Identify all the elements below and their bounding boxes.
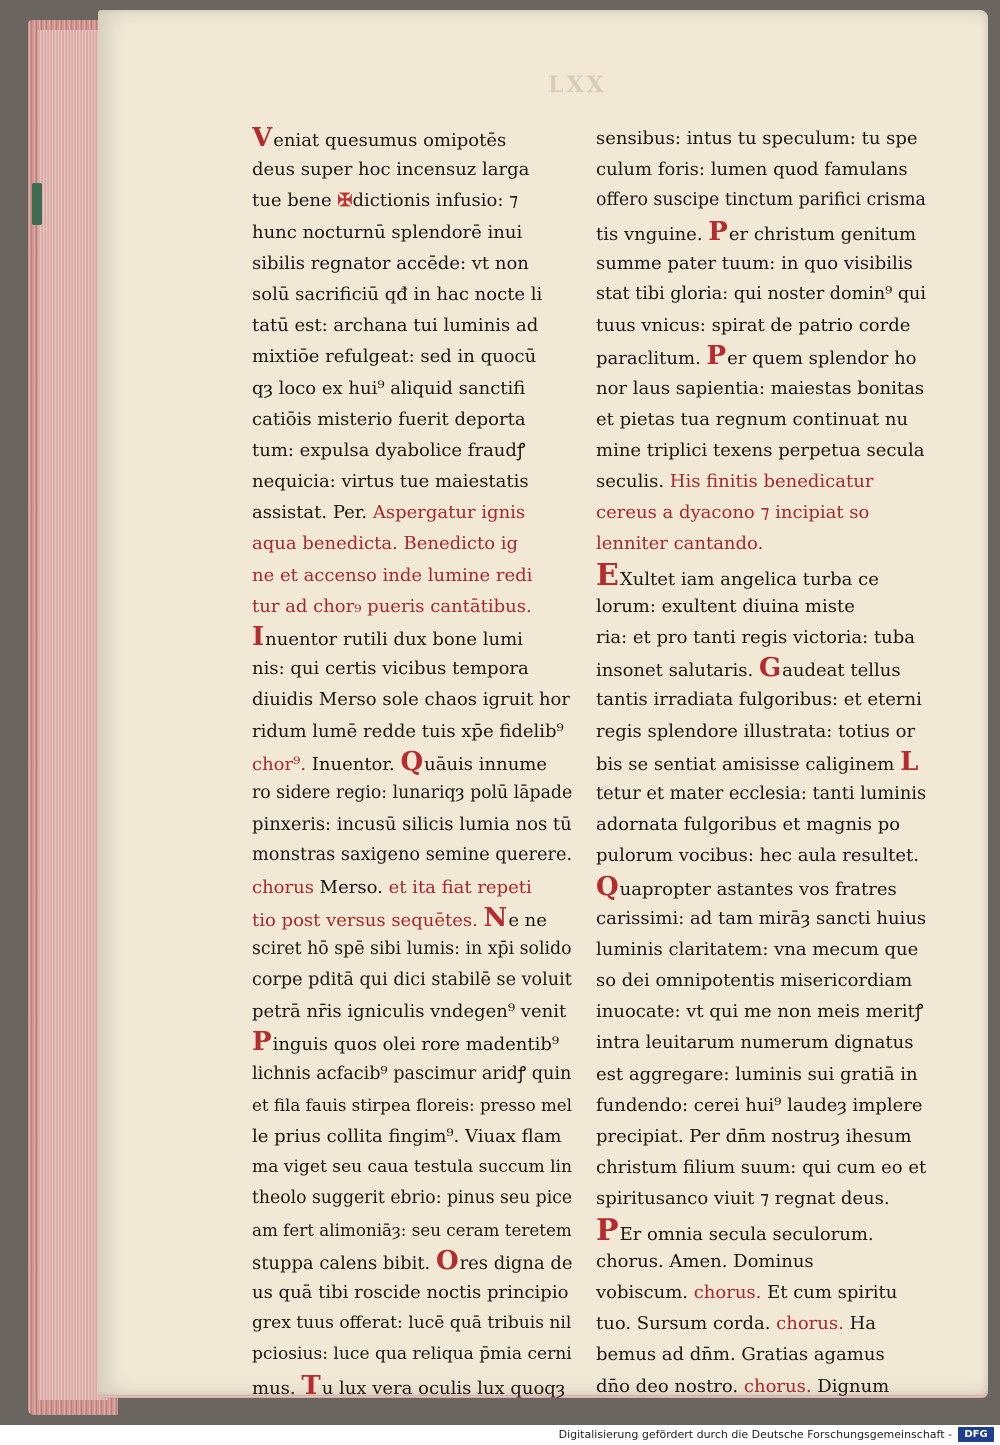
text-line xyxy=(252,248,572,279)
text-line xyxy=(596,1308,926,1339)
text-line xyxy=(252,217,572,248)
initial-capital: V xyxy=(252,123,273,153)
text-segment: nequicia: virtus tue maiestatis xyxy=(252,471,529,493)
text-line xyxy=(252,840,572,871)
footer-credit: Digitalisierung gefördert durch die Deutsche Forschungsgemeinschaft - xyxy=(558,1428,952,1441)
text-line xyxy=(596,996,926,1027)
rubric-text: chorus xyxy=(252,876,314,898)
text-line xyxy=(252,1027,572,1058)
text-line xyxy=(596,185,926,216)
text-line xyxy=(252,1121,572,1152)
text-line xyxy=(596,778,926,809)
text-line xyxy=(596,1339,926,1370)
text-line xyxy=(596,435,926,466)
large-initial-capital: E xyxy=(596,559,619,591)
text-line xyxy=(596,591,926,622)
text-line xyxy=(252,653,572,684)
text-line xyxy=(596,248,926,279)
text-line xyxy=(596,123,926,154)
text-segment: vobiscum. xyxy=(596,1281,694,1303)
rubric-text: chor⁹. xyxy=(252,753,307,775)
text-segment: grex tuus offerat: lucē quā tribuis nil xyxy=(252,1313,572,1334)
text-segment: qȝ loco ex hui⁹ aliquid sanctifi xyxy=(252,377,526,399)
rubric-text: aqua benedicta. Benedicto ig xyxy=(252,533,519,555)
text-segment: nor laus sapientia: maiestas bonitas xyxy=(596,377,925,399)
initial-capital: Q xyxy=(596,871,619,902)
text-line xyxy=(596,341,926,372)
text-line xyxy=(252,185,572,216)
text-segment: dictionis infusio: ⁊ xyxy=(352,190,519,212)
text-segment: mus. xyxy=(252,1377,302,1399)
text-segment: regis splendore illustrata: totius or xyxy=(596,720,916,742)
text-line xyxy=(252,528,572,559)
text-segment: corpe pditā qui dici stabilē se voluit xyxy=(252,970,572,991)
text-segment: sensibus: intus tu speculum: tu spe xyxy=(596,128,918,149)
text-segment: et fila fauis stirpea floreis: presso mel xyxy=(252,1095,572,1115)
text-line xyxy=(252,903,572,934)
text-segment: pciosius: luce qua reliqua p̄mia cerni xyxy=(252,1344,572,1365)
text-line xyxy=(596,965,926,996)
initial-capital: L xyxy=(900,746,919,777)
text-column-right xyxy=(596,123,926,1402)
text-segment: precipiat. Per dn̄m nostruȝ ihesum xyxy=(596,1126,912,1147)
rubric-text: Aspergatur ignis xyxy=(372,502,526,524)
text-column-left xyxy=(252,123,572,1402)
text-line xyxy=(252,1277,572,1308)
text-line xyxy=(596,684,926,715)
text-segment: carissimi: ad tam mirāȝ sancti huius xyxy=(596,907,926,929)
text-line xyxy=(252,1246,572,1277)
text-line xyxy=(596,1027,926,1058)
text-line xyxy=(252,684,572,715)
text-line xyxy=(596,497,926,528)
text-line xyxy=(252,466,572,497)
text-line xyxy=(252,747,572,778)
text-line xyxy=(252,872,572,903)
text-segment: am fert alimoniāȝ: seu ceram teretem xyxy=(252,1219,572,1240)
text-line xyxy=(252,965,572,996)
text-line xyxy=(596,1246,926,1277)
text-line xyxy=(596,903,926,934)
initial-capital: P xyxy=(706,341,727,372)
text-segment: seculis. xyxy=(596,471,670,493)
text-line xyxy=(596,154,926,185)
rubric-text: chorus. xyxy=(776,1313,844,1335)
text-segment: tue bene xyxy=(252,190,338,212)
text-segment: Inuentor. xyxy=(306,753,401,775)
text-line xyxy=(596,1277,926,1308)
text-segment: fundendo: cerei hui⁹ laudeȝ implere xyxy=(596,1094,923,1116)
initial-capital: O xyxy=(435,1245,459,1276)
text-line xyxy=(252,435,572,466)
text-line xyxy=(252,341,572,372)
text-segment: so dei omnipotentis misericordiam xyxy=(596,970,913,992)
text-segment: lichnis acfacib⁹ pascimur aridꝭ quin xyxy=(252,1063,572,1084)
text-segment: theolo suggerit ebrio: pinus seu pice xyxy=(252,1188,572,1209)
text-line xyxy=(252,1215,572,1246)
text-segment: sciret hō spē sibi lumis: in xp̄i solido xyxy=(252,938,572,959)
bookmark-tab xyxy=(32,183,42,225)
text-segment: er christum genitum xyxy=(728,223,917,245)
text-segment: diuidis Merso sole chaos igruit hor xyxy=(252,689,570,711)
text-line xyxy=(596,872,926,903)
text-segment: ria: et pro tanti regis victoria: tuba xyxy=(596,627,915,648)
text-line xyxy=(252,622,572,653)
rubric-text: tur ad chor₉ pueris cantātibus. xyxy=(252,595,532,617)
text-line xyxy=(596,466,926,497)
text-segment: tetur et mater ecclesia: tanti luminis xyxy=(596,782,926,804)
text-segment: ro sidere regio: lunariqȝ polū lāpade xyxy=(252,782,572,803)
text-line xyxy=(252,310,572,341)
large-initial-capital: P xyxy=(596,1214,619,1246)
text-segment: adornata fulgoribus et magnis po xyxy=(596,814,901,836)
text-segment: hunc nocturnū splendorē inui xyxy=(252,221,523,243)
rubric-text: His finitis benedicatur xyxy=(669,471,874,493)
text-line xyxy=(596,840,926,871)
text-line xyxy=(252,1152,572,1183)
text-line xyxy=(252,591,572,622)
text-line xyxy=(596,716,926,747)
text-segment: ridum lumē redde tuis xp̄e fidelib⁹ xyxy=(252,720,564,742)
text-segment: catiōis misterio fuerit deporta xyxy=(252,408,526,430)
text-line xyxy=(252,1308,572,1339)
text-line xyxy=(252,996,572,1027)
text-segment: ma viget seu caua testula succum lin xyxy=(252,1157,572,1178)
dfg-logo[interactable]: DFG xyxy=(958,1427,994,1442)
text-line xyxy=(596,1183,926,1214)
text-line xyxy=(252,809,572,840)
text-segment: inuocate: vt qui me non meis meritꝭ xyxy=(596,1001,924,1023)
text-line xyxy=(252,560,572,591)
text-line xyxy=(596,1371,926,1402)
text-segment: paraclitum. xyxy=(596,348,707,370)
text-segment: christum filium suum: qui cum eo et xyxy=(596,1157,926,1179)
text-segment: inguis quos olei rore madentib⁹ xyxy=(272,1034,560,1056)
initial-capital: P xyxy=(252,1027,272,1058)
text-segment: tuus vnicus: spirat de patrio corde xyxy=(596,315,911,337)
text-line xyxy=(596,1121,926,1152)
footer-bar xyxy=(0,1425,1000,1445)
text-line xyxy=(252,778,572,809)
text-segment: tum: expulsa dyabolice fraudꝭ xyxy=(252,439,526,461)
text-segment: assistat. Per. xyxy=(252,502,373,524)
text-segment: uāuis innume xyxy=(424,753,548,775)
text-segment: sibilis regnator accēde: vt non xyxy=(252,252,529,274)
text-segment: e ne xyxy=(508,909,547,931)
text-segment: Et cum spiritu xyxy=(761,1281,898,1303)
text-line xyxy=(252,279,572,310)
rubric-text: chorus. xyxy=(743,1375,812,1397)
text-line xyxy=(252,1059,572,1090)
text-segment: er quem splendor ho xyxy=(727,348,917,370)
text-segment: nuentor rutili dux bone lumi xyxy=(265,629,523,650)
text-line xyxy=(596,528,926,559)
text-segment: petrā nr̄is igniculis vndegen⁹ venit xyxy=(252,1001,567,1023)
text-segment: mixtiōe refulgeat: sed in quocū xyxy=(252,346,537,368)
text-segment: Ha xyxy=(843,1313,876,1335)
text-line xyxy=(252,404,572,435)
text-segment: nis: qui certis vicibus tempora xyxy=(252,658,529,680)
initial-capital: G xyxy=(758,653,782,684)
initial-capital: P xyxy=(708,216,728,247)
rubric-text: ne et accenso inde lumine redi xyxy=(252,564,533,586)
text-segment: Dignum xyxy=(811,1375,890,1397)
text-segment: summe pater tuum: in quo visibilis xyxy=(596,252,913,274)
rubric-text: chorus. xyxy=(693,1281,762,1303)
text-segment: mine triplici texens perpetua secula xyxy=(596,439,925,461)
text-segment: tis vnguine. xyxy=(596,223,709,245)
folio-number: LXX xyxy=(548,72,607,98)
text-line xyxy=(596,217,926,248)
text-segment: Er omnia secula seculorum. xyxy=(619,1223,874,1245)
text-segment: chorus. Amen. Dominus xyxy=(596,1250,814,1272)
text-line xyxy=(596,622,926,653)
text-line xyxy=(596,1090,926,1121)
text-segment: offero suscipe tinctum parifici crisma xyxy=(596,190,926,211)
text-segment: et pietas tua regnum continuat nu xyxy=(596,408,909,430)
text-line xyxy=(596,1059,926,1090)
text-segment: tuo. Sursum corda. xyxy=(596,1313,777,1335)
text-line xyxy=(596,653,926,684)
text-segment: luminis claritatem: vna mecum que xyxy=(596,938,919,960)
text-segment: spiritusanco viuit ⁊ regnat deus. xyxy=(596,1188,890,1210)
text-line xyxy=(596,1215,926,1246)
text-segment: pulorum vocibus: hec aula resultet. xyxy=(596,845,919,867)
text-line xyxy=(596,310,926,341)
text-line xyxy=(596,934,926,965)
text-line xyxy=(252,497,572,528)
rubric-text: tio post versus sequētes. xyxy=(252,909,484,931)
text-line xyxy=(252,934,572,965)
text-line xyxy=(252,154,572,185)
text-segment: culum foris: lumen quod famulans xyxy=(596,159,908,181)
text-segment: us quā tibi roscide noctis principio xyxy=(252,1281,569,1303)
text-line xyxy=(252,1339,572,1370)
text-segment: solū sacrificiū qđ in hac nocte li xyxy=(252,283,543,305)
text-segment: tatū est: archana tui luminis ad xyxy=(252,315,539,337)
text-line xyxy=(252,123,572,154)
text-segment: dn̄o deo nostro. xyxy=(596,1375,744,1397)
text-line xyxy=(252,1183,572,1214)
text-segment: uapropter astantes vos fratres xyxy=(619,878,897,900)
initial-capital: Q xyxy=(400,746,424,777)
initial-capital: N xyxy=(483,902,508,933)
text-line xyxy=(596,560,926,591)
text-line xyxy=(252,1090,572,1121)
initial-capital: T xyxy=(301,1370,321,1401)
text-segment: intra leuitarum numerum dignatus xyxy=(596,1032,914,1054)
rubric-text: lenniter cantando. xyxy=(596,533,764,555)
text-segment: pinxeris: incusū silicis lumia nos tū xyxy=(252,814,572,836)
text-line xyxy=(596,279,926,310)
text-segment: Xultet iam angelica turba ce xyxy=(619,568,879,590)
text-segment: deus super hoc incensuz larga xyxy=(252,159,530,181)
text-segment: monstras saxigeno semine querere. xyxy=(252,845,572,866)
rubric-text: et ita fiat repeti xyxy=(388,876,532,898)
text-segment: lorum: exultent diuina miste xyxy=(596,595,855,617)
initial-capital: I xyxy=(252,622,265,652)
text-line xyxy=(596,404,926,435)
text-line xyxy=(596,373,926,404)
text-segment: res digna de xyxy=(459,1252,572,1274)
text-line xyxy=(252,716,572,747)
text-line xyxy=(252,1371,572,1402)
text-segment: tantis irradiata fulgoribus: et eterni xyxy=(596,689,922,711)
text-segment: est aggregare: luminis sui gratiā in xyxy=(596,1063,918,1085)
text-segment: bis se sentiat amisisse caliginem xyxy=(596,753,901,775)
text-line xyxy=(596,747,926,778)
text-segment: insonet salutaris. xyxy=(596,660,759,682)
text-segment: bemus ad dn̄m. Gratias agamus xyxy=(596,1344,885,1366)
text-line xyxy=(596,1152,926,1183)
text-line xyxy=(596,809,926,840)
rubric-text: cereus a dyacono ⁊ incipiat so xyxy=(596,502,870,524)
text-segment: stuppa calens bibit. xyxy=(252,1252,436,1274)
cross-icon: ✠ xyxy=(337,190,353,212)
text-segment: le prius collita fingim⁹. Viuax flam xyxy=(252,1126,562,1147)
text-segment: u lux vera oculis lux quoqȝ xyxy=(321,1377,566,1399)
text-line xyxy=(252,373,572,404)
text-segment: eniat quesumus omipotēs xyxy=(273,130,507,151)
text-segment: stat tibi gloria: qui noster domin⁹ qui xyxy=(596,283,926,304)
text-segment: Merso. xyxy=(313,876,389,898)
text-segment: audeat tellus xyxy=(782,660,901,682)
